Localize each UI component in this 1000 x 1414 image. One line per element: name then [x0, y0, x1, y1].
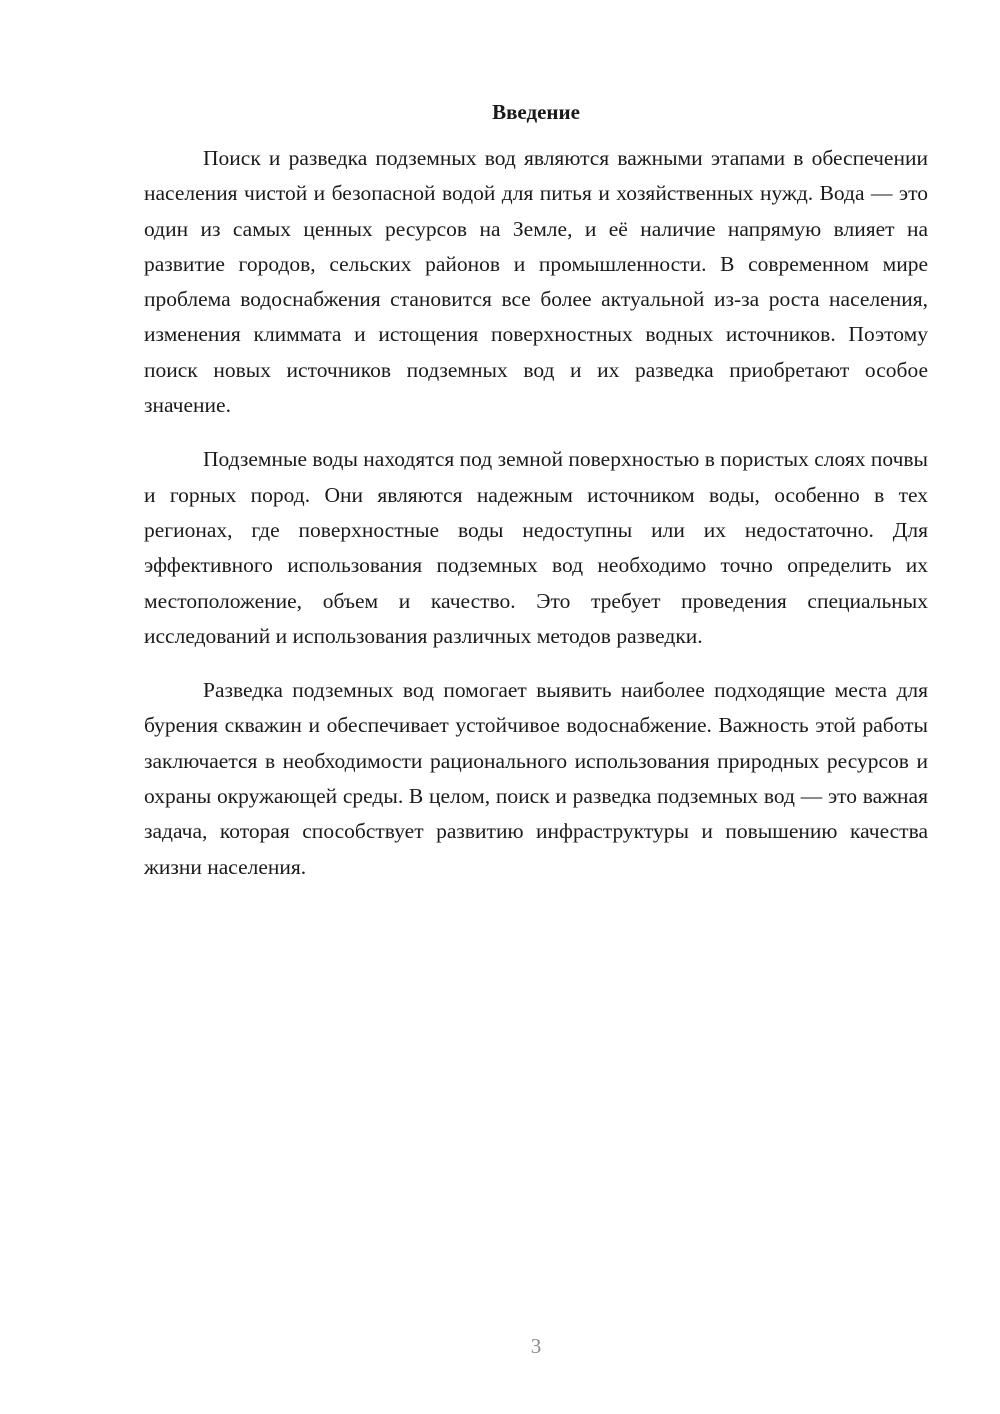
section-heading: Введение	[492, 100, 580, 124]
document-body	[144, 141, 928, 904]
paragraph: Поиск и разведка подземных вод являются важными этапами в обеспечении населения чистой и безопасной водой для питья и хозяйственных нужд. Вода — это один из самых ценных ресурсов на Земле, и её наличие напрямую влияет на развитие городов, сельских районов и промышленности. В современном мире проблема водоснабжения становится все более актуальной из-за роста населения, изменения климмата и истощения поверхностных водных источников. Поэтому поиск новых источников подземных вод и их разведка приобретают особое значение.	[144, 146, 928, 418]
paragraph: Подземные воды находятся под земной поверхностью в пористых слоях почвы и горных пород. Они являются надежным источником воды, особенно в тех регионах, где поверхностные воды недоступны или их недостаточно. Для эффективного использования подземных вод необходимо точно определить их местоположение, объем и качество. Это требует проведения специальных исследований и использования различных методов разведки.	[144, 447, 928, 648]
page-number: 3	[530, 1334, 542, 1358]
paragraph: Разведка подземных вод помогает выявить наиболее подходящие места для бурения скважин и обеспечивает устойчивое водоснабжение. Важность этой работы заключается в необходимости рационального использования природных ресурсов и охраны окружающей среды. В целом, поиск и разведка подземных вод — это важная задача, которая способствует развитию инфраструктуры и повышению качества жизни населения.	[144, 678, 928, 879]
